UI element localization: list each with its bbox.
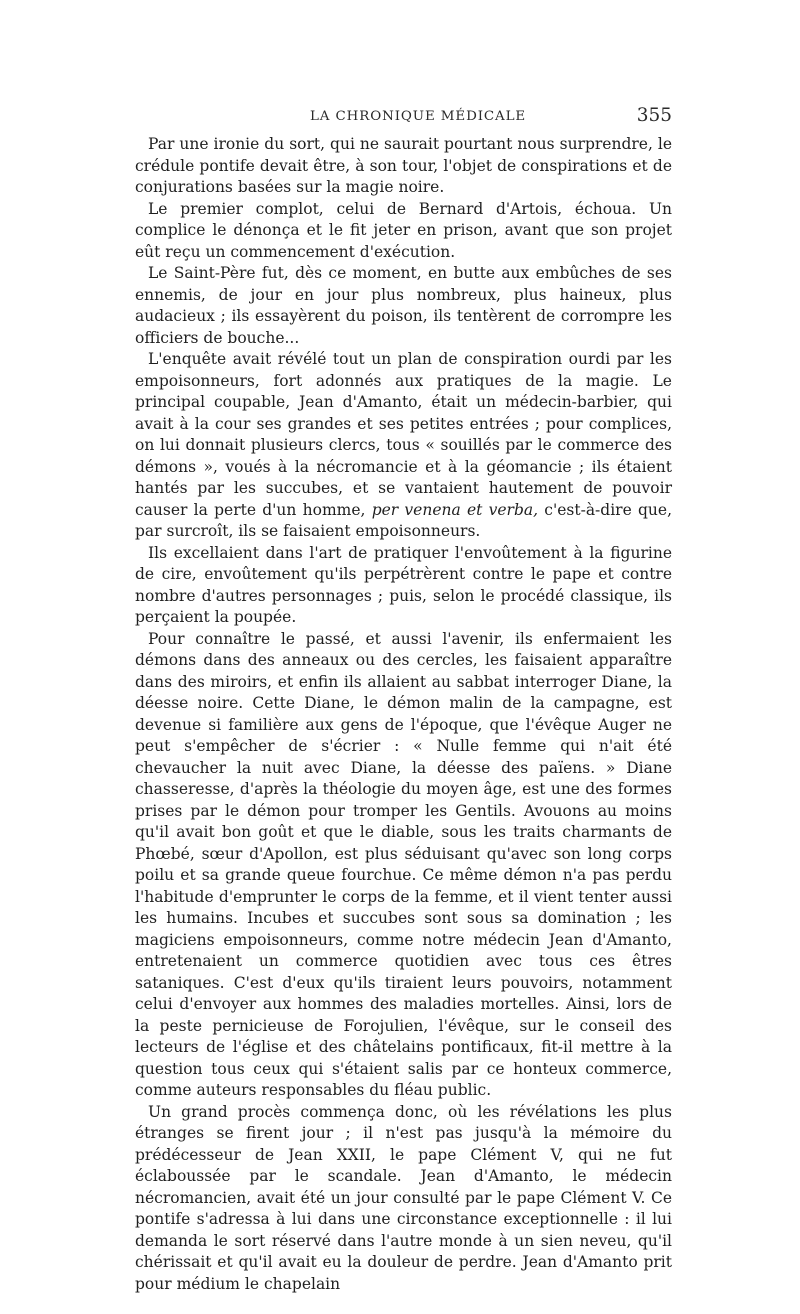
paragraph: Ils excellaient dans l'art de pratiquer l'envoûtement à la figurine de cire, envoûtement qu'ils perpétrèrent contre le pape et contre nombre d'autres personnages ; puis, selon le procédé classique, ils perçaient la poupée. bbox=[135, 543, 672, 626]
paragraph bbox=[135, 349, 672, 543]
book-page bbox=[135, 100, 672, 1295]
latin-phrase: per venena et verba, bbox=[371, 500, 539, 519]
paragraph: Le premier complot, celui de Bernard d'Artois, échoua. Un complice le dénonça et le fit jeter en prison, avant que son projet eût reçu un commencement d'exécution. bbox=[135, 199, 672, 261]
running-title: LA CHRONIQUE MÉDICALE bbox=[310, 109, 527, 124]
paragraph: Pour connaître le passé, et aussi l'avenir, ils enfermaient les démons dans des anneaux ou des cercles, les faisaient apparaître dans des miroirs, et enfin ils allaient au sabbat interroger Diane, la déesse noire. Cette Diane, le démon malin de la campagne, est devenue si familière aux gens de l'époque, que l'évêque Auger ne peut s'empêcher de s'écrier : « Nulle femme qui n'ait été chevaucher la nuit avec Diane, la déesse des païens. » Diane chasseresse, d'après la théologie du moyen âge, est une des formes prises par le démon pour tromper les Gentils. Avouons au moins qu'il avait bon goût et que le diable, sous les traits charmants de Phœbé, sœur d'Apollon, est plus séduisant qu'avec son long corps poilu et sa grande queue fourchue. Ce même démon n'a pas perdu l'habitude d'emprunter le corps de la femme, et il vient tenter aussi les humains. Incubes et succubes sont sous sa domination ; les magiciens empoisonneurs, comme notre médecin Jean d'Amanto, entretenaient un commerce quotidien avec tous ces êtres sataniques. C'est d'eux qu'ils tiraient leurs pouvoirs, notamment celui d'envoyer aux hommes des maladies mortelles. Ainsi, lors de la peste pernicieuse de Forojulien, l'évêque, sur le conseil des lecteurs de l'église et des châtelains pontificaux, fit-il mettre à la question tous ceux qui s'étaient salis par ce honteux commerce, comme auteurs responsables du fléau public. bbox=[135, 629, 672, 1099]
running-header bbox=[135, 100, 672, 134]
page-number: 355 bbox=[636, 105, 672, 126]
body-text bbox=[135, 134, 672, 1295]
paragraph: Par une ironie du sort, qui ne saurait pourtant nous surprendre, le crédule pontife devait être, à son tour, l'objet de conspirations et de conjurations basées sur la magie noire. bbox=[135, 135, 672, 196]
paragraph-text: c'est-à-dire que, par surcroît, ils se faisaient empoisonneurs. bbox=[135, 500, 672, 540]
paragraph: Un grand procès commença donc, où les révélations les plus étranges se firent jour ; il n'est pas jusqu'à la mémoire du prédécesseur de Jean XXII, le pape Clément V, qui ne fut éclaboussée par le scandale. Jean d'Amanto, le médecin nécromancien, avait été un jour consulté par le pape Clément V. Ce pontife s'adressa à lui dans une circonstance exceptionnelle : il lui demanda le sort réservé dans l'autre monde à un sien neveu, qu'il chérissait et qu'il avait eu la douleur de perdre. Jean d'Amanto prit pour médium le chapelain bbox=[135, 1102, 672, 1293]
paragraph-text: L'enquête avait révélé tout un plan de conspiration ourdi par les empoisonneurs, fort adonnés aux pratiques de la magie. Le principal coupable, Jean d'Amanto, était un médecin-barbier, qui avait à la cour ses grandes et ses petites entrées ; pour complices, on lui donnait plusieurs clercs, tous « souillés par le commerce des démons », voués à la nécromancie et à la géomancie ; ils étaient hantés par les succubes, et se vantaient hautement de pouvoir causer la perte d'un homme, bbox=[135, 350, 672, 519]
paragraph: Le Saint-Père fut, dès ce moment, en butte aux embûches de ses ennemis, de jour en jour plus nombreux, plus haineux, plus audacieux ; ils essayèrent du poison, ils tentèrent de corrompre les officiers de bouche... bbox=[135, 264, 672, 347]
